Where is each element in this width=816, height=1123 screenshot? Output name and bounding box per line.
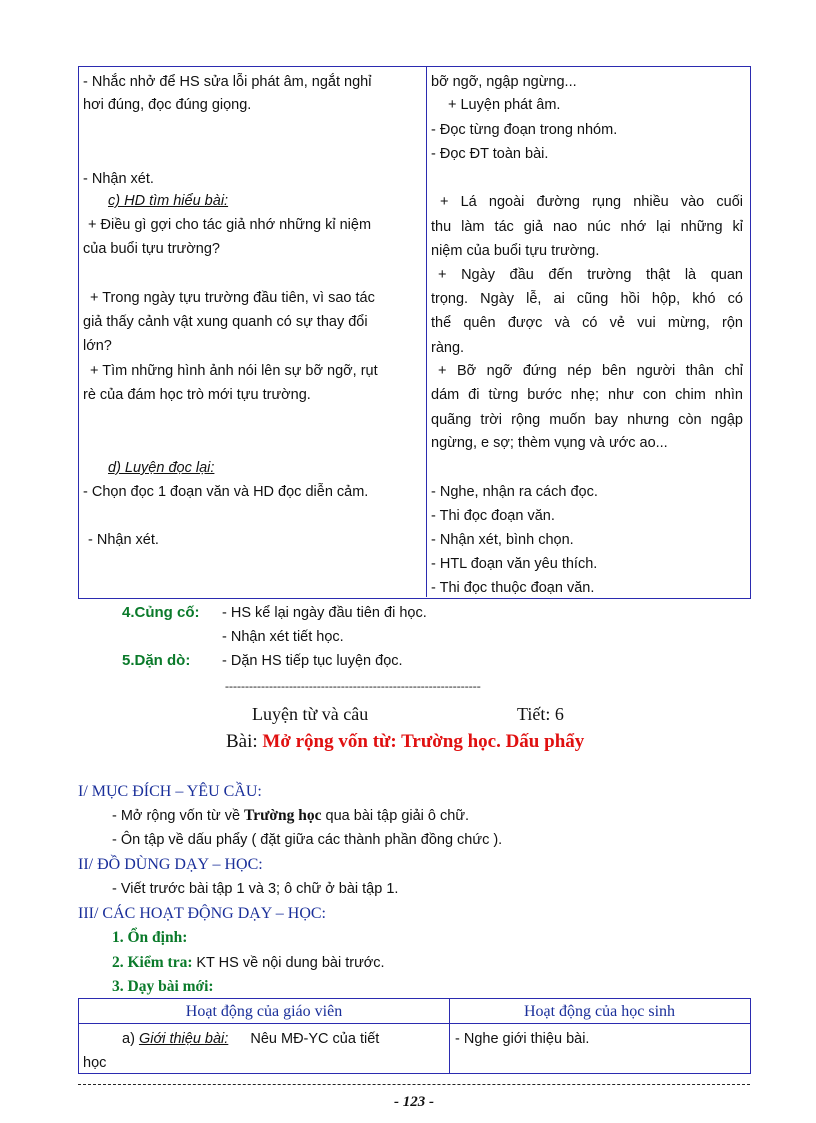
section-heading-luyen-doc-lai: d) Luyện đọc lại: xyxy=(108,460,215,476)
muc-dich-text: qua bài tập giải ô chữ. xyxy=(325,808,470,824)
bai-label: Bài: xyxy=(226,731,258,752)
dan-do-item: - Dặn HS tiếp tục luyện đọc. xyxy=(222,653,403,669)
student-line: - HTL đoạn văn yêu thích. xyxy=(431,556,598,572)
cung-co-item: - HS kể lại ngày đầu tiên đi học. xyxy=(222,605,427,621)
day-bai-moi-label: 3. Dạy bài mới: xyxy=(112,978,214,995)
page-number: - 123 - xyxy=(394,1094,434,1110)
student-answer: thể quên được và có vẻ vui mừng, rộn xyxy=(431,315,743,331)
footer-rule xyxy=(78,1084,750,1085)
section-separator: ---------------------------------------------------------------- xyxy=(225,679,481,693)
section-heading-tim-hieu: c) HD tìm hiểu bài: xyxy=(108,193,229,209)
teacher-question: + Trong ngày tựu trường đầu tiên, vì sao tác xyxy=(90,290,375,306)
teacher-line: hơi đúng, đọc đúng giọng. xyxy=(83,97,252,113)
lesson-period: Tiết: 6 xyxy=(517,704,564,724)
student-answer: + Lá ngoài đường rụng nhiều vào cuối xyxy=(440,194,743,210)
item-marker: a) xyxy=(122,1031,135,1047)
dan-do-label: 5.Dặn dò: xyxy=(122,652,191,669)
on-dinh-label: 1. Ổn định: xyxy=(112,929,188,946)
header-student-activity: Hoạt động của học sinh xyxy=(523,1003,676,1020)
lesson-subject: Luyện từ và câu xyxy=(252,704,369,724)
intro-text: Nêu MĐ-YC của tiết xyxy=(250,1031,380,1047)
teacher-line: - Nhận xét. xyxy=(88,532,159,548)
section-heading-muc-dich: I/ MỤC ĐÍCH – YÊU CẦU: xyxy=(78,783,262,800)
teacher-question: lớn? xyxy=(83,338,112,354)
intro-row-teacher xyxy=(122,1030,379,1048)
teacher-line: - Chọn đọc 1 đoạn văn và HD đọc diễn cảm. xyxy=(83,484,369,500)
intro-row-student: - Nghe giới thiệu bài. xyxy=(455,1031,590,1047)
student-answer: + Ngày đầu đến trường thật là quan xyxy=(438,267,743,283)
student-line: + Luyện phát âm. xyxy=(448,97,561,113)
student-line: - Đọc ĐT toàn bài. xyxy=(431,146,549,162)
kiem-tra-label: 2. Kiểm tra: xyxy=(112,954,193,971)
do-dung-line: - Viết trước bài tập 1 và 3; ô chữ ở bài tập 1. xyxy=(112,881,399,897)
student-answer: quãng trời rộng muốn bay nhưng còn ngập xyxy=(431,412,743,428)
student-line: - Thi đọc đoạn văn. xyxy=(431,508,555,524)
teacher-question: của buổi tựu trường? xyxy=(83,241,220,257)
section-heading-hoat-dong: III/ CÁC HOẠT ĐỘNG DẠY – HỌC: xyxy=(78,905,326,922)
student-answer: trọng. Ngày lễ, ai cũng hồi hộp, khó có xyxy=(431,291,743,307)
student-line: - Thi đọc thuộc đoạn văn. xyxy=(431,580,595,596)
muc-dich-line xyxy=(112,807,469,825)
activity-table-continued xyxy=(78,66,751,599)
cung-co-item: - Nhận xét tiết học. xyxy=(222,629,344,645)
intro-label: Giới thiệu bài: xyxy=(138,1031,229,1047)
lesson-title: Mở rộng vốn từ: Trường học. Dấu phẩy xyxy=(262,731,585,752)
kiem-tra-line xyxy=(112,954,385,972)
teacher-question: + Điều gì gợi cho tác giả nhớ những kỉ niệm xyxy=(88,217,372,233)
teacher-question: giả thấy cảnh vật xung quanh có sự thay đổi xyxy=(83,314,368,330)
student-answer: + Bỡ ngỡ đứng nép bên người thân chỉ xyxy=(438,363,743,379)
student-line: - Nghe, nhận ra cách đọc. xyxy=(431,484,598,500)
student-line: bỡ ngỡ, ngập ngừng... xyxy=(431,74,577,90)
kiem-tra-text: KT HS về nội dung bài trước. xyxy=(196,955,385,971)
student-answer: niệm của buổi tựu trường. xyxy=(431,243,600,259)
intro-row-teacher-cont: học xyxy=(83,1055,107,1071)
muc-dich-keyword: Trường học xyxy=(244,807,322,824)
cung-co-label: 4.Củng cố: xyxy=(122,604,200,621)
student-answer: ngừng, e sợ; thèm vụng và ước ao... xyxy=(431,435,668,451)
header-teacher-activity: Hoạt động của giáo viên xyxy=(185,1003,343,1020)
student-answer: ràng. xyxy=(431,340,465,356)
student-answer: thu làm tác giả nao núc nhớ lại những kỉ xyxy=(431,219,743,235)
teacher-line: - Nhắc nhở để HS sửa lỗi phát âm, ngắt nghỉ xyxy=(83,74,372,90)
teacher-question: + Tìm những hình ảnh nói lên sự bỡ ngỡ, rụt xyxy=(90,363,378,379)
teacher-question: rè của đám học trò mới tựu trường. xyxy=(83,387,311,403)
muc-dich-line: - Ôn tập về dấu phẩy ( đặt giữa các thành phần đồng chức ). xyxy=(112,832,503,848)
muc-dich-text: - Mở rộng vốn từ về xyxy=(112,808,241,824)
table-column-divider xyxy=(426,66,427,597)
student-line: - Nhận xét, bình chọn. xyxy=(431,532,574,548)
teacher-line: - Nhận xét. xyxy=(83,171,154,187)
student-line: - Đọc từng đoạn trong nhóm. xyxy=(431,122,618,138)
student-answer: dám đi từng bước nhẹ; như con chim nhìn xyxy=(431,387,743,403)
lesson-title-line xyxy=(226,730,584,754)
table-header-divider xyxy=(78,1023,750,1024)
section-heading-do-dung: II/ ĐỒ DÙNG DẠY – HỌC: xyxy=(78,856,263,873)
